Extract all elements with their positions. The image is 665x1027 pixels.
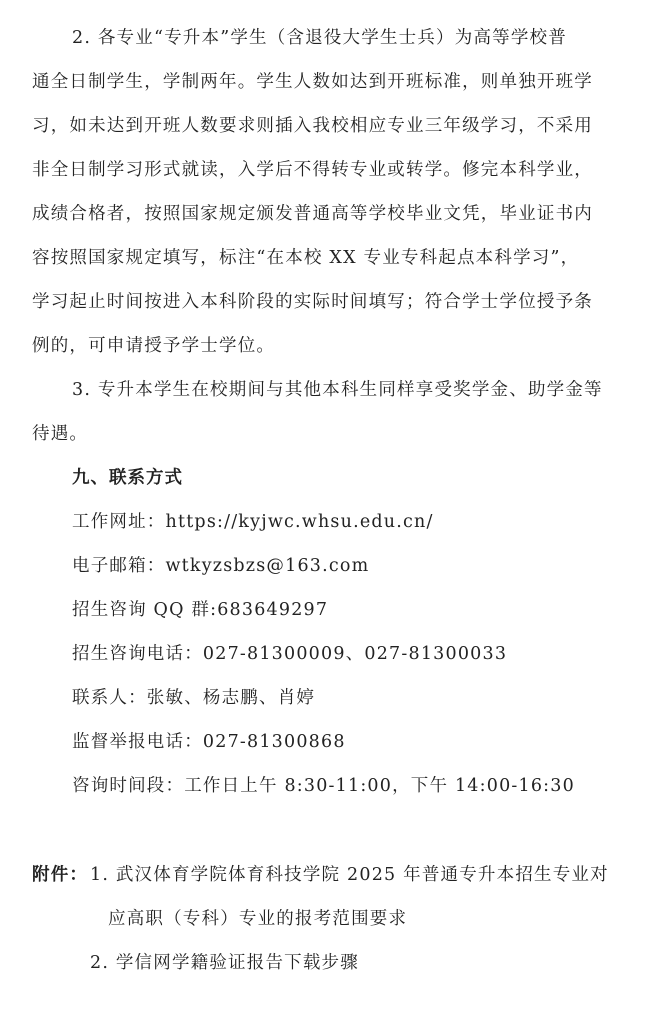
contact-phone: 招生咨询电话：027-81300009、027-81300033 (72, 644, 508, 664)
attachment-item: 2. 学信网学籍验证报告下载步骤 (90, 953, 359, 973)
paragraph-line: 2. 各专业“专升本”学生（含退役大学生士兵）为高等学校普 (72, 28, 567, 48)
contact-persons: 联系人：张敏、杨志鹏、肖婷 (72, 688, 316, 708)
contact-email: 电子邮箱：wtkyzsbzs@163.com (72, 556, 370, 576)
attachments-label: 附件： (32, 865, 89, 885)
contact-website: 工作网址：https://kyjwc.whsu.edu.cn/ (72, 512, 434, 532)
paragraph-line: 成绩合格者，按照国家规定颁发普通高等学校毕业文凭，毕业证书内 (32, 204, 593, 224)
contact-qq-group: 招生咨询 QQ 群:683649297 (72, 600, 329, 620)
paragraph-line: 例的，可申请授予学士学位。 (32, 336, 276, 356)
paragraph-line: 非全日制学习形式就读，入学后不得转专业或转学。修完本科学业， (32, 160, 593, 180)
paragraph-line: 习，如未达到开班人数要求则插入我校相应专业三年级学习，不采用 (32, 116, 593, 136)
paragraph-line: 待遇。 (32, 424, 89, 444)
attachment-item-continued: 应高职（专科）专业的报考范围要求 (108, 909, 408, 929)
paragraph-line: 学习起止时间按进入本科阶段的实际时间填写；符合学士学位授予条 (32, 292, 593, 312)
contact-supervision-phone: 监督举报电话：027-81300868 (72, 732, 346, 752)
paragraph-line: 3. 专升本学生在校期间与其他本科生同样享受奖学金、助学金等 (72, 380, 603, 400)
section-heading: 九、联系方式 (72, 468, 183, 488)
contact-hours: 咨询时间段：工作日上午 8:30-11:00，下午 14:00-16:30 (72, 776, 575, 796)
attachment-item: 1. 武汉体育学院体育科技学院 2025 年普通专升本招生专业对 (90, 865, 609, 885)
paragraph-line: 容按照国家规定填写，标注“在本校 XX 专业专科起点本科学习”， (32, 248, 580, 268)
paragraph-line: 通全日制学生，学制两年。学生人数如达到开班标准，则单独开班学 (32, 72, 593, 92)
